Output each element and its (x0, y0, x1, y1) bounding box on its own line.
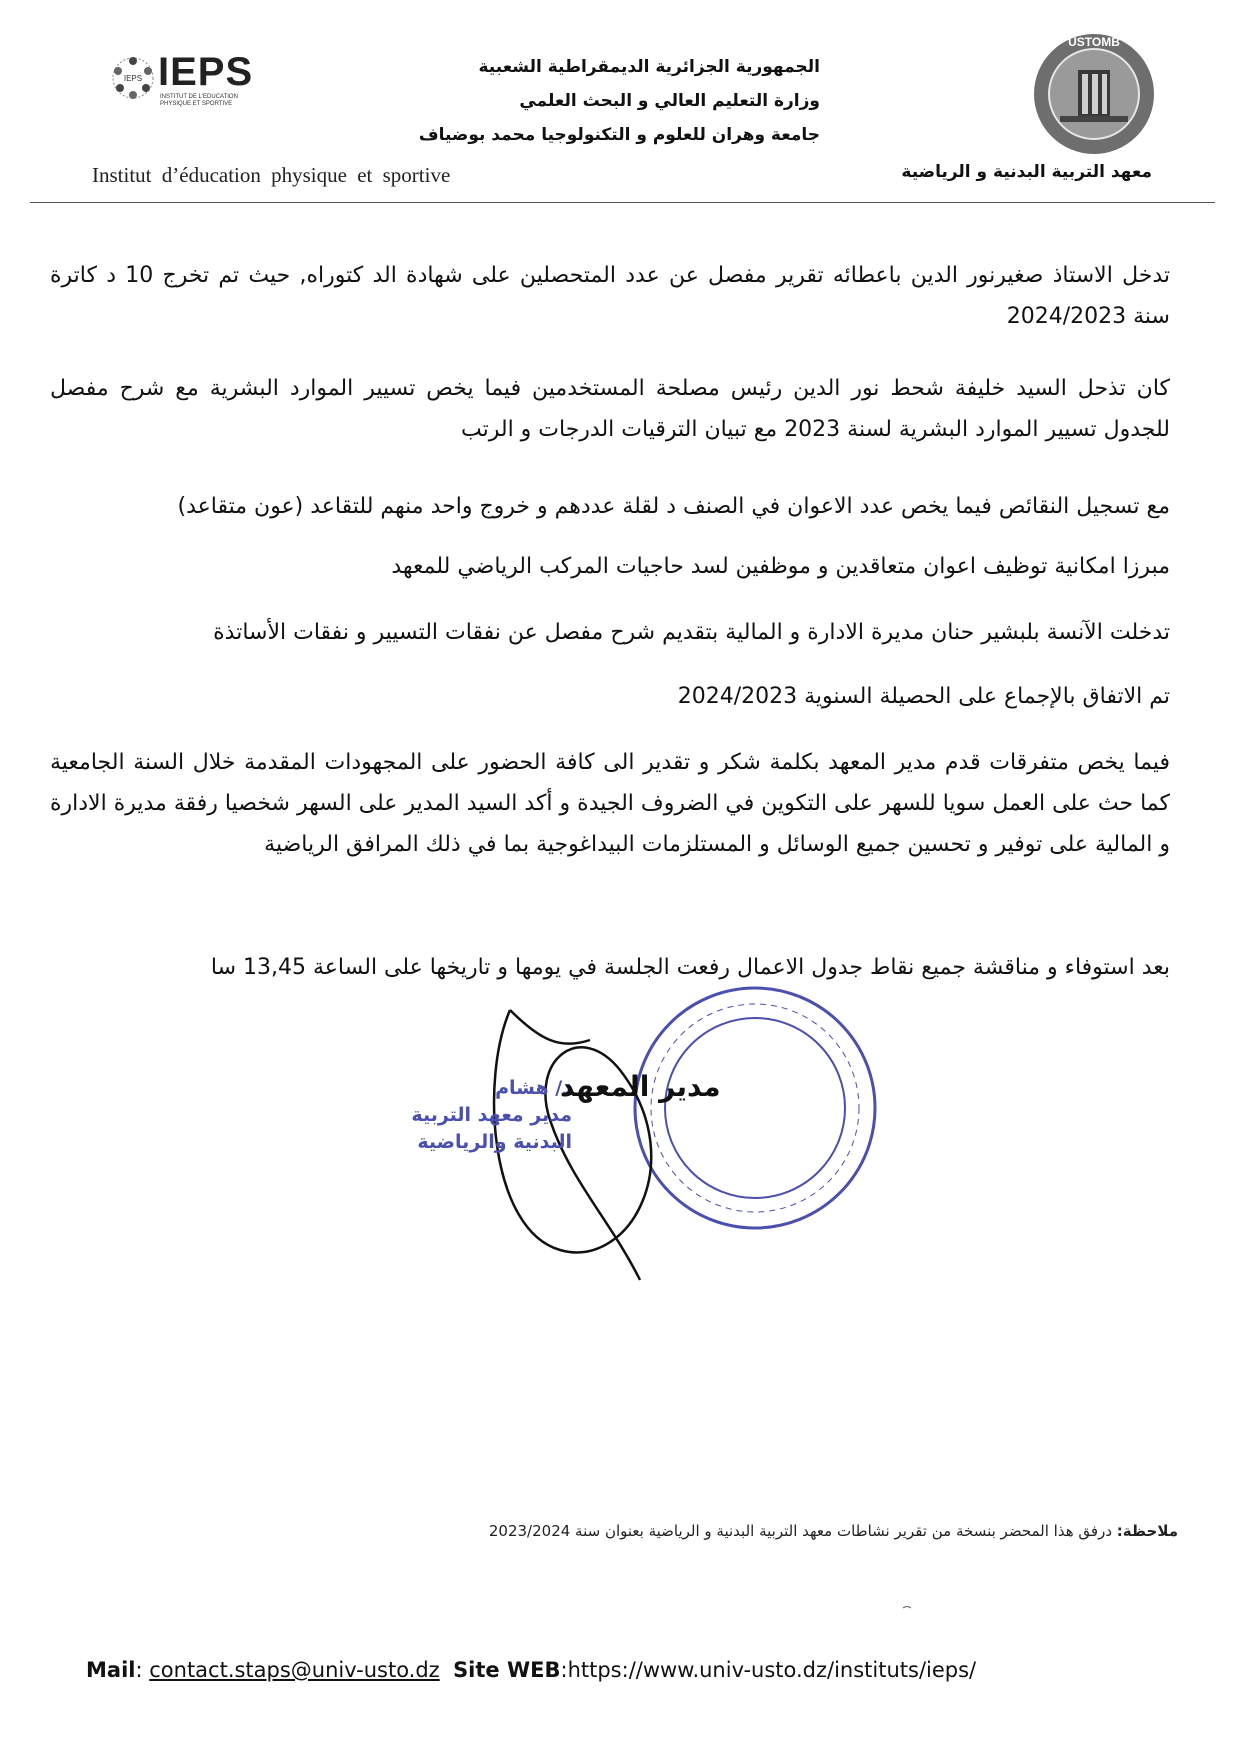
ieps-logo-subtitle: INSTITUT DE L'EDUCATION PHYSIQUE ET SPORTIVE (160, 94, 238, 107)
paragraph-shortages: مع تسجيل النقائص فيما يخص عدد الاعوان في الصنف د لقلة عددهم و خروج واحد منهم للتقاعد (عون متقاعد) (177, 494, 1170, 519)
footnote-label: ملاحظة: (1116, 1522, 1178, 1540)
mail-link[interactable]: contact.staps@univ-usto.dz (149, 1658, 440, 1682)
ieps-logo (110, 50, 260, 120)
web-label: Site WEB (453, 1658, 561, 1682)
director-stamp-role: مدير معهد التربية (411, 1104, 572, 1126)
director-stamp-name: د/ هشام (495, 1077, 572, 1099)
ministry-name: وزارة التعليم العالي و البحث العلمي (519, 91, 820, 111)
paragraph-doctorates: تدخل الاستاذ صغيرنور الدين باعطائه تقرير مفصل عن عدد المتحصلين على شهادة الد كتوراه, حيث تم تخرج 10 د كاترة سنة 2024/2023 (50, 263, 1171, 329)
paragraph-hiring: مبرزا امكانية توظيف اعوان متعاقدين و موظفين لسد حاجيات المركب الرياضي للمعهد (391, 554, 1170, 579)
mail-label: Mail (86, 1658, 136, 1682)
director-stamp (372, 1075, 572, 1156)
ieps-emblem-icon (110, 55, 156, 101)
paragraph-hr: كان تذحل السيد خليفة شحط نور الدين رئيس مصلحة المستخدمين فيما يخص تسيير الموارد البشرية مع شرح مفصل للجدول تسيير الموارد البشرية لسنة 2023 مع تبيان الترقيات الدرجات و الرتب (50, 376, 1170, 442)
institute-name-fr: Institut d’éducation physique et sportive (92, 163, 451, 187)
paragraph-miscellaneous: فيما يخص متفرقات قدم مدير المعهد بكلمة شكر و تقدير الى كافة الحضور على المجهودات المقدمة خلال السنة الجامعية كما حث على العمل سويا للسهر على التكوين في الضروف الجيدة و أكد السيد المدير على السهر شخصيا رفقة مديرة الادارة و المالية على توفير و تحسين جميع الوسائل و المستلزمات البيداغوجية بما في ذلك المرافق الرياضية (50, 750, 1170, 857)
web-link[interactable]: https://www.univ-usto.dz/instituts/ieps/ (567, 1658, 977, 1682)
footnote-text: درفق هذا المحضر بنسخة من تقرير نشاطات معهد التربية البدنية و الرياضية بعنوان سنة 2023/2024 (488, 1522, 1113, 1540)
header-divider (30, 202, 1215, 203)
signature-title: مدير المعهد (560, 1070, 721, 1103)
university-name: جامعة وهران للعلوم و التكنولوجيا محمد بوضياف (418, 125, 820, 145)
director-stamp-institute: البدنية والرياضية (417, 1131, 572, 1153)
paragraph-closing: بعد استوفاء و مناقشة جميع نقاط جدول الاعمال رفعت الجلسة في يومها و تاريخها على الساعة 13,45 سا (210, 955, 1170, 980)
footnote (489, 1522, 1178, 1540)
ieps-logo-text: IEPS (158, 50, 254, 94)
ieps-badge-text: IEPS (123, 74, 143, 83)
stray-mark-icon (903, 1605, 911, 1609)
republic-name: الجمهورية الجزائرية الديمقراطية الشعبية (478, 57, 820, 77)
usto-logo-text: USTOMB (1068, 35, 1120, 49)
paragraph-agreement: تم الاتفاق بالإجماع على الحصيلة السنوية 2024/2023 (677, 684, 1170, 709)
institute-name-ar: معهد التربية البدنية و الرياضية (901, 162, 1152, 182)
round-stamp-icon (635, 988, 875, 1228)
header-arabic (419, 50, 820, 152)
usto-logo (1030, 30, 1158, 158)
paragraph-finance: تدخلت الآنسة بلبشير حنان مديرة الادارة و المالية بتقديم شرح مفصل عن نفقات التسيير و نفقات الأساتذة (213, 620, 1170, 645)
contact-footer: Mail: contact.staps@univ-usto.dz Site WEB:https://www.univ-usto.dz/instituts/ieps/ (86, 1658, 977, 1682)
